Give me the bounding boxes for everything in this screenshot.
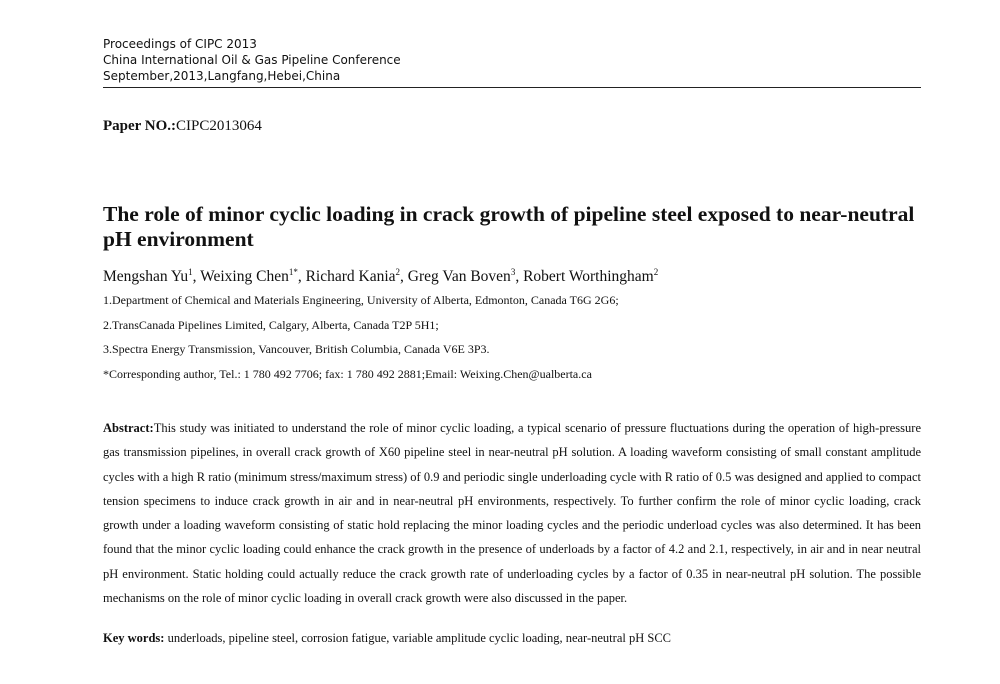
author-name: Weixing Chen	[200, 268, 289, 285]
author-affiliation-mark: 3	[510, 266, 516, 277]
paper-number	[103, 118, 262, 135]
author-affiliation-mark: 2	[653, 266, 659, 277]
corresponding-author: *Corresponding author, Tel.: 1 780 492 7706; fax: 1 780 492 2881;Email: Weixing.Chen@ualberta.ca	[103, 366, 592, 381]
paper-title: The role of minor cyclic loading in crack growth of pipeline steel exposed to near-neutral pH environment	[103, 202, 915, 251]
abstract	[103, 416, 921, 610]
affiliation-list	[103, 293, 619, 391]
author-name: Richard Kania	[305, 268, 396, 285]
author-name: Mengshan Yu	[103, 268, 189, 285]
keywords-label: Key words:	[103, 631, 165, 645]
author-affiliation-mark: 1	[188, 266, 193, 277]
header-line-proceedings: Proceedings of CIPC 2013	[103, 37, 257, 51]
paper-number-value: CIPC2013064	[176, 118, 262, 134]
keywords-text: underloads, pipeline steel, corrosion fatigue, variable amplitude cyclic loading, near-neutral pH SCC	[164, 631, 671, 645]
author-list: Mengshan Yu$^1$, Weixing Chen$^{1*}$, Richard Kania$^2$, Greg Van Boven$^3$, Robert Worthingham$^2$	[103, 266, 659, 285]
paper-number-label: Paper NO.:	[103, 118, 177, 134]
affiliation-item: 3.Spectra Energy Transmission, Vancouver, British Columbia, Canada V6E 3P3.	[103, 342, 490, 356]
affiliation-item: 2.TransCanada Pipelines Limited, Calgary, Alberta, Canada T2P 5H1;	[103, 317, 439, 332]
header-line-date-location: September,2013,Langfang,Hebei,China	[103, 69, 341, 83]
abstract-label: Abstract:	[103, 421, 154, 435]
header-rule	[103, 87, 921, 88]
abstract-text: This study was initiated to understand the role of minor cyclic loading, a typical scenario of pressure fluctuations during the operation of high-pressure gas transmission pipelines, in overall crack growth of X60 pipeline steel in near-neutral pH solution. A loading waveform consisting of small constant amplitude cycles with a high R ratio (minimum stress/maximum stress) of 0.9 and periodic single underloading cycle with R ratio of 0.5 was designed and applied to compact tension specimens to induce crack growth in air and in near-neutral pH environments, respectively. To further confirm the role of minor cyclic loading, crack growth under a loading waveform consisting of static hold replacing the minor loading cycles and the periodic underload cycles was also determined. It has been found that the minor cyclic loading could enhance the crack growth in the presence of underloads by a factor of 4.2 and 2.1, respectively, in air and in near neutral pH environment. Static holding could actually reduce the crack growth rate of underloading cycles by a factor of 0.35 in near-neutral pH solution. The possible mechanisms on the role of minor cyclic loading in overall crack growth were also discussed in the paper.	[103, 421, 921, 606]
author-name: Greg Van Boven	[407, 268, 511, 285]
author-name: Robert Worthingham	[523, 268, 654, 285]
header-line-conference: China International Oil & Gas Pipeline Conference	[103, 53, 401, 67]
author-affiliation-mark: 1*	[288, 266, 298, 277]
author-affiliation-mark: 2	[395, 266, 401, 277]
affiliation-item: 1.Department of Chemical and Materials Engineering, University of Alberta, Edmonton, Canada T6G 2G6;	[103, 293, 619, 307]
conference-header	[103, 36, 401, 84]
keywords	[103, 631, 671, 646]
